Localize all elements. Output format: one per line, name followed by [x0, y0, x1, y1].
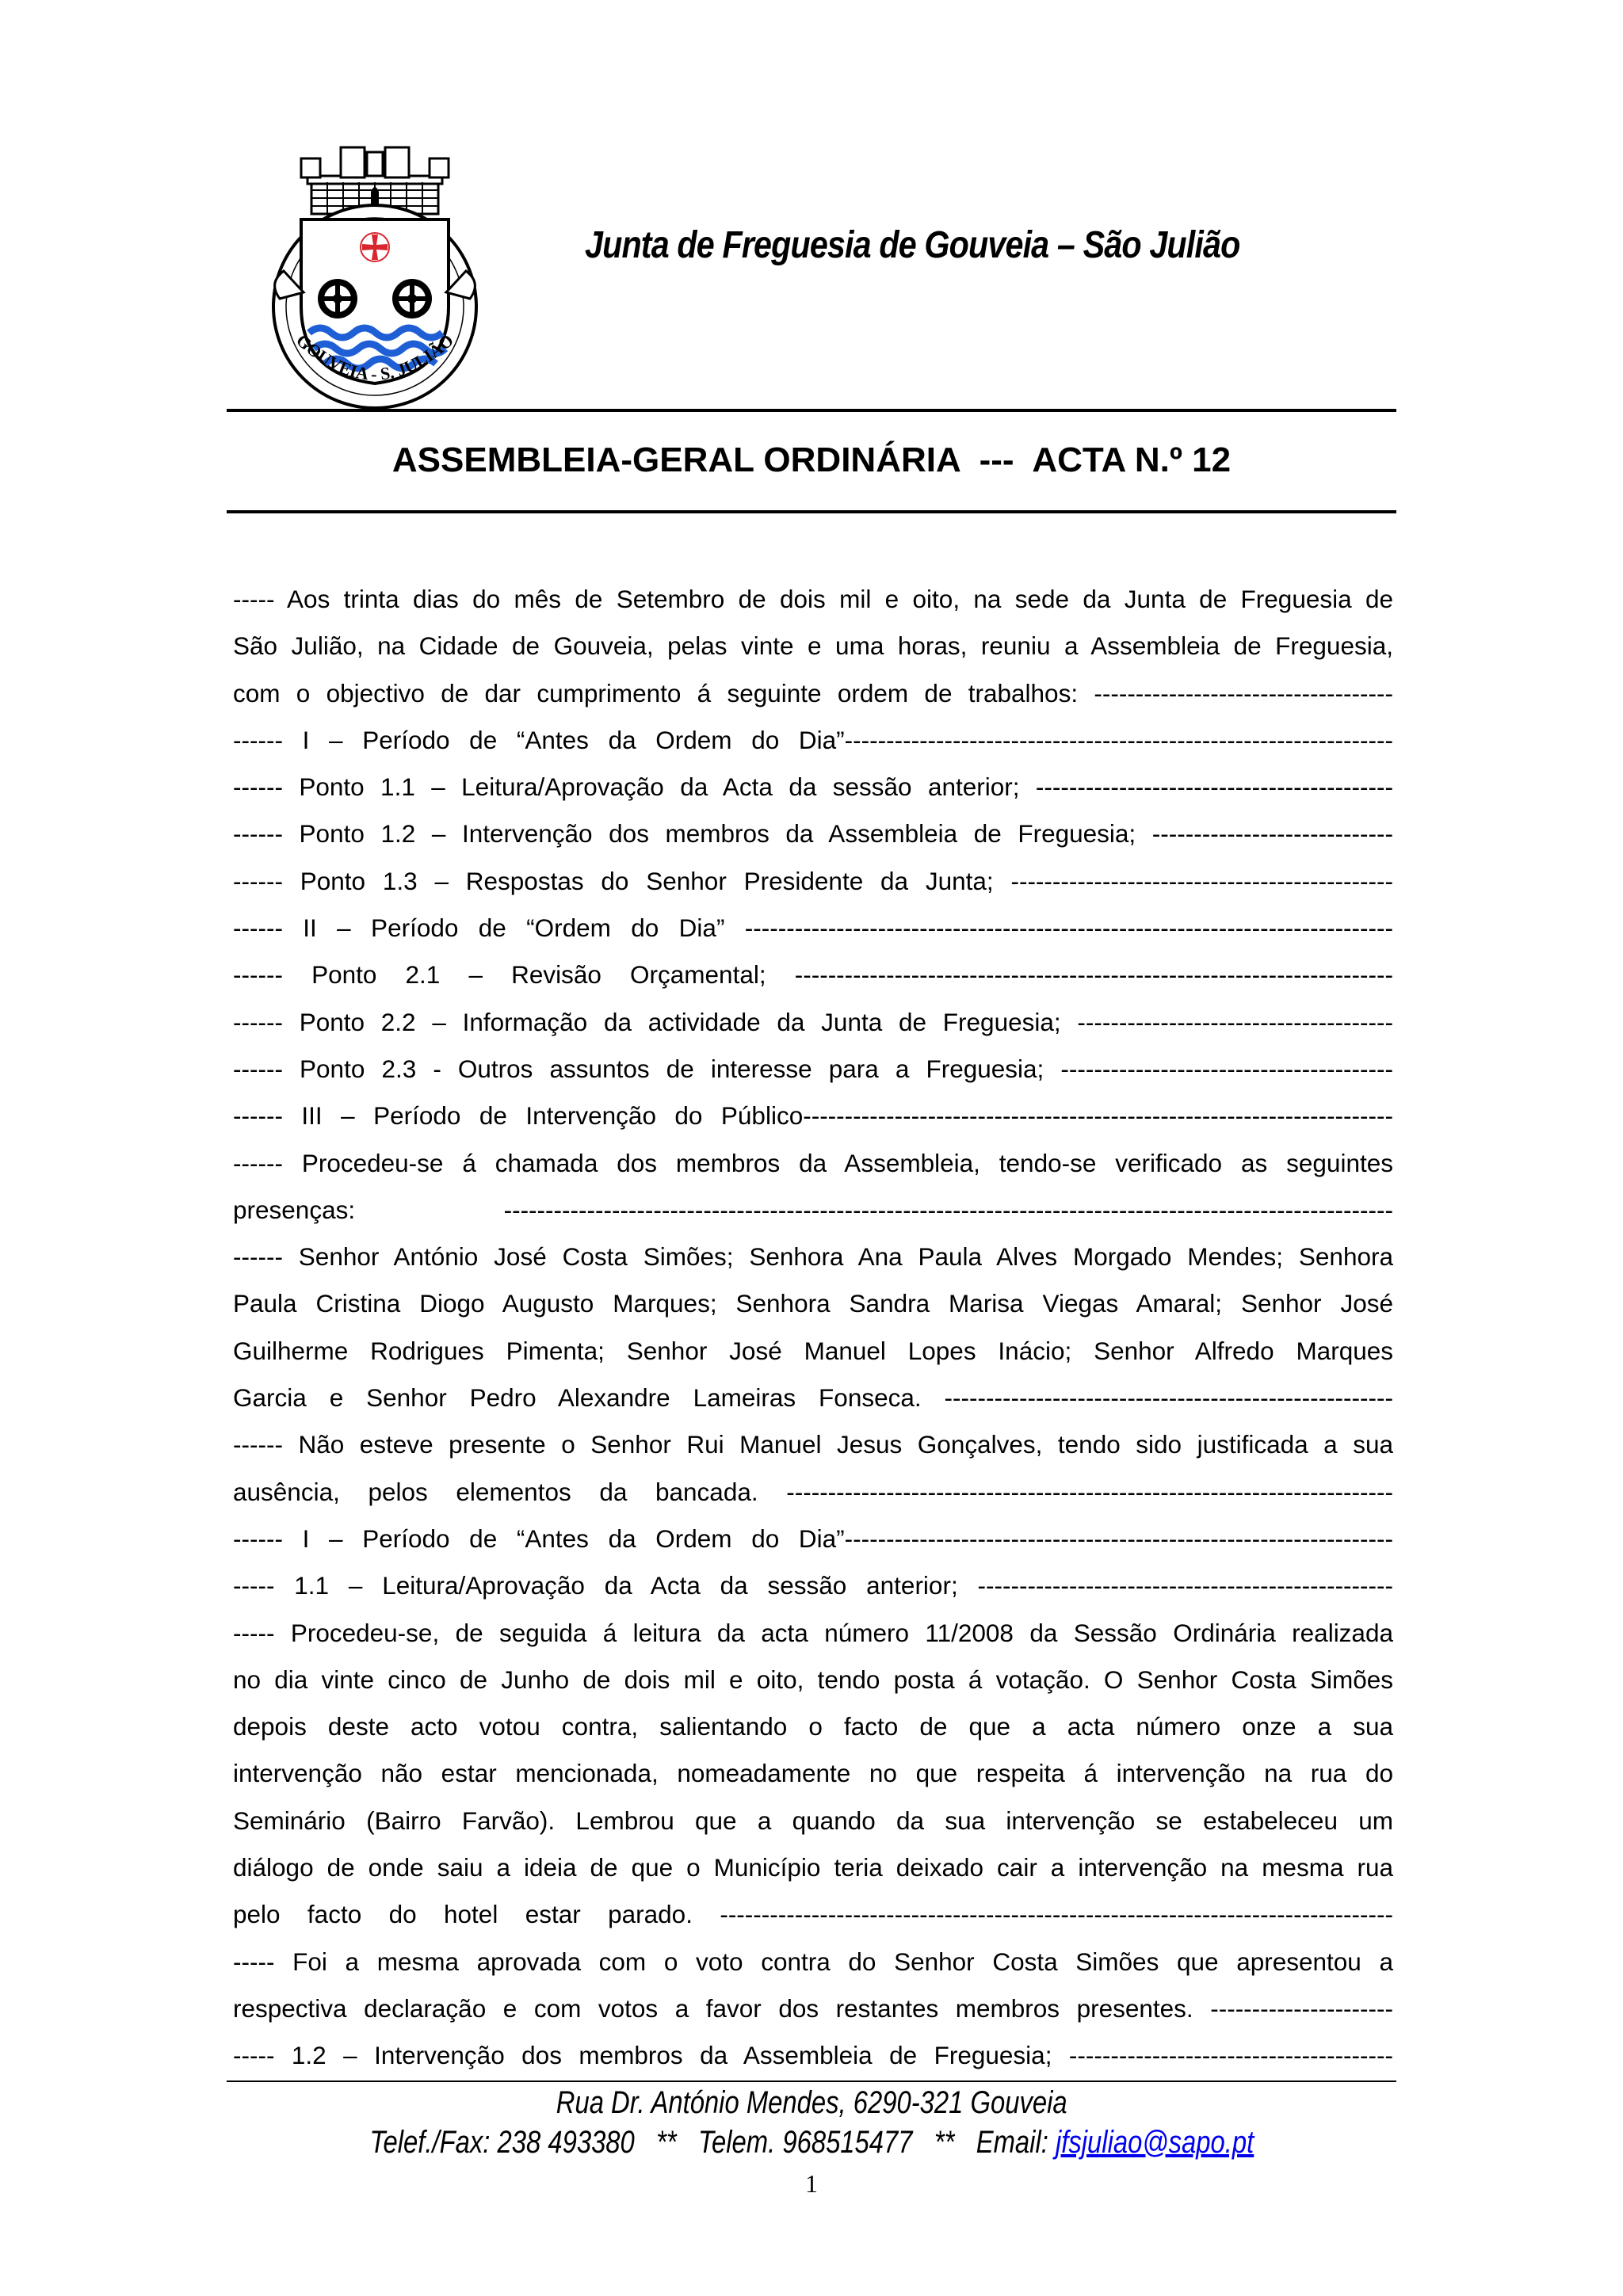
body-line: ------ Senhor António José Costa Simões; Senhora Ana Paula Alves Morgado Mendes; Senhora [233, 1242, 1393, 1272]
coat-of-arms-logo [252, 144, 498, 414]
body-line: ------ Ponto 2.3 - Outros assuntos de interesse para a Freguesia; ---------------------------------------- [233, 1054, 1393, 1083]
body-line: Paula Cristina Diogo Augusto Marques; Senhora Sandra Marisa Viegas Amaral; Senhor José [233, 1289, 1393, 1318]
body-line: ----- 1.2 – Intervenção dos membros da Assembleia de Freguesia; --------------------------------------- [233, 2041, 1393, 2070]
footer-address-text: Rua Dr. António Mendes, 6290-321 Gouveia [556, 2085, 1067, 2120]
body-line: ------ III – Período de Intervenção do Público----------------------------------------------------------------------- [233, 1101, 1393, 1131]
body-line: ------ I – Período de “Antes da Ordem do Dia”------------------------------------------------------------------ [233, 1524, 1393, 1553]
footer-contacts-text: Telef./Fax: 238 493380 ** Telem. 968515477 ** Email: [369, 2125, 1056, 2160]
body-line: presenças: ----------------------------------------------------------------------------------------------------------- [233, 1195, 1393, 1224]
title-divider [227, 510, 1396, 513]
body-line: ----- Procedeu-se, de seguida á leitura da acta número 11/2008 da Sessão Ordinária realizada [233, 1618, 1393, 1647]
body-line: ------ I – Período de “Antes da Ordem do Dia”------------------------------------------------------------------ [233, 725, 1393, 754]
footer-contacts [227, 2125, 1396, 2161]
page-number: 1 [805, 2169, 818, 2198]
body-line: ------ Ponto 2.2 – Informação da actividade da Junta de Freguesia; -------------------------------------- [233, 1007, 1393, 1036]
body-line: com o objectivo de dar cumprimento á seguinte ordem de trabalhos: ------------------------------------ [233, 678, 1393, 707]
footer-divider [227, 2081, 1396, 2082]
body-line: ------ Ponto 1.1 – Leitura/Aprovação da Acta da sessão anterior; ------------------------------------------- [233, 772, 1393, 802]
document-title: ASSEMBLEIA-GERAL ORDINÁRIA --- ACTA N.º 12 [391, 441, 1232, 479]
body-line: ----- Foi a mesma aprovada com o voto contra do Senhor Costa Simões que apresentou a [233, 1947, 1393, 1976]
body-line: Garcia e Senhor Pedro Alexandre Lameiras Fonseca. ------------------------------------------------------ [233, 1383, 1393, 1413]
body-line: pelo facto do hotel estar parado. --------------------------------------------------------------------------------- [233, 1900, 1393, 1929]
header-divider [227, 409, 1396, 412]
body-line: ------ II – Período de “Ordem do Dia” ------------------------------------------------------------------------------ [233, 913, 1393, 943]
organization-name: Junta de Freguesia de Gouveia – São Julião [585, 224, 1240, 266]
body-line: no dia vinte cinco de Junho de dois mil e oito, tendo posta á votação. O Senhor Costa Simões [233, 1665, 1393, 1694]
body-line: São Julião, na Cidade de Gouveia, pelas vinte e uma horas, reuniu a Assembleia de Freguesia, [233, 631, 1393, 661]
footer-address [227, 2085, 1396, 2121]
body-line: ------ Ponto 1.3 – Respostas do Senhor Presidente da Junta; ---------------------------------------------- [233, 866, 1393, 895]
body-line: ------ Não esteve presente o Senhor Rui Manuel Jesus Gonçalves, tendo sido justificada a sua [233, 1430, 1393, 1459]
crest-ribbon-text: GOUVEIA - S. JULIÃO [292, 330, 458, 384]
email-link[interactable]: jfsjuliao@sapo.pt [1055, 2125, 1254, 2160]
body-line: ausência, pelos elementos da bancada. ------------------------------------------------------------------------- [233, 1477, 1393, 1506]
body-line: ----- 1.1 – Leitura/Aprovação da Acta da sessão anterior; -------------------------------------------------- [233, 1571, 1393, 1600]
body-line: ------ Ponto 1.2 – Intervenção dos membros da Assembleia de Freguesia; ----------------------------- [233, 819, 1393, 849]
body-line: ------ Procedeu-se á chamada dos membros da Assembleia, tendo-se verificado as seguintes [233, 1148, 1393, 1177]
document-body [233, 576, 1393, 2080]
body-line: respectiva declaração e com votos a favor dos restantes membros presentes. ---------------------- [233, 1993, 1393, 2023]
body-line: intervenção não estar mencionada, nomeadamente no que respeita á intervenção na rua do [233, 1759, 1393, 1788]
body-line: depois deste acto votou contra, salientando o facto de que a acta número onze a sua [233, 1712, 1393, 1741]
body-line: diálogo de onde saiu a ideia de que o Município teria deixado cair a intervenção na mesma rua [233, 1853, 1393, 1882]
body-line: ------ Ponto 2.1 – Revisão Orçamental; ------------------------------------------------------------------------ [233, 960, 1393, 990]
body-line: Seminário (Bairro Farvão). Lembrou que a quando da sua intervenção se estabeleceu um [233, 1806, 1393, 1835]
body-line: Guilherme Rodrigues Pimenta; Senhor José Manuel Lopes Inácio; Senhor Alfredo Marques [233, 1336, 1393, 1365]
body-line: ----- Aos trinta dias do mês de Setembro de dois mil e oito, na sede da Junta de Freguesia de [233, 585, 1393, 613]
